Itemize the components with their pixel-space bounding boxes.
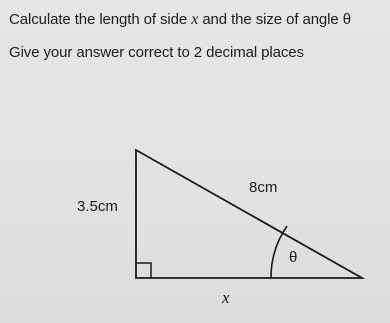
triangle-outline: [136, 150, 362, 278]
side-left-label: 3.5cm: [77, 198, 118, 215]
question-line-2: Give your answer correct to 2 decimal places: [9, 44, 304, 61]
question-text-part-2: and the size of angle θ: [198, 11, 351, 28]
question-text-part-1: Calculate the length of side: [9, 11, 192, 28]
variable-x: x: [191, 11, 199, 28]
hypotenuse-label: 8cm: [249, 179, 278, 196]
base-x-label: x: [222, 288, 230, 307]
right-angle-marker: [136, 263, 151, 278]
angle-theta-label: θ: [289, 249, 298, 266]
